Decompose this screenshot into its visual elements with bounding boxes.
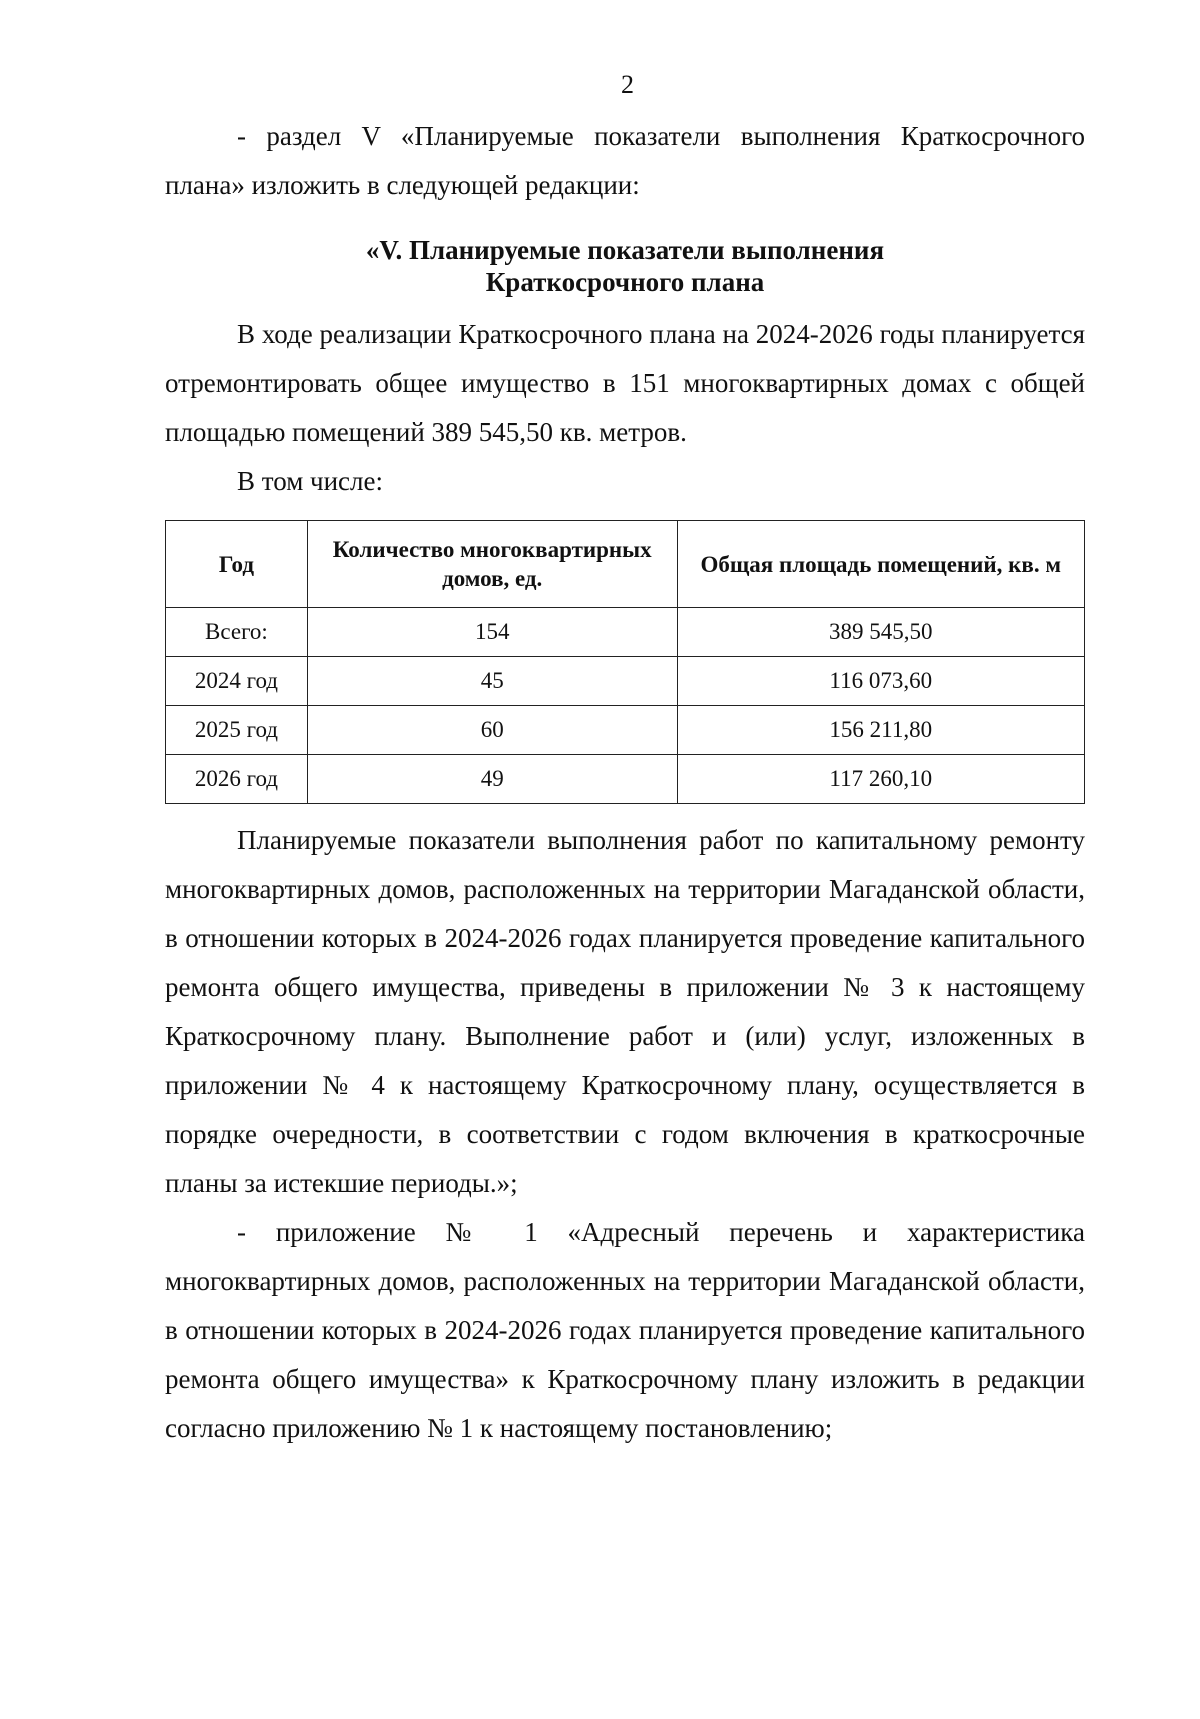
section-heading xyxy=(165,234,1085,298)
table-cell-year: 2025 год xyxy=(166,706,308,755)
section-heading-line-2: Краткосрочного плана xyxy=(485,267,765,297)
table-cell-year: 2026 год xyxy=(166,755,308,804)
table-cell-year: Всего: xyxy=(166,608,308,657)
paragraph-planned-indicators: Планируемые показатели выполнения работ по капитальному ремонту многоквартирных домов, расположенных на территории Магаданской области, в отношении которых в 2024-2026 годах планируется проведение капитального ремонта общего имущества, приведены в приложении № 3 к настоящему Краткосрочному плану. Выполнение работ и (или) услуг, изложенных в приложении № 4 к настоящему Краткосрочному плану, осуществляется в порядке очередности, в соответствии с годом включения в краткосрочные планы за истекшие периоды.»; xyxy=(165,825,1085,1198)
document-content xyxy=(165,112,1085,1453)
table-cell-houses-count: 154 xyxy=(307,608,677,657)
table-cell-houses-count: 60 xyxy=(307,706,677,755)
indicators-table xyxy=(165,520,1085,804)
paragraph-section-v-intro: - раздел V «Планируемые показатели выполнения Краткосрочного плана» изложить в следующей редакции: xyxy=(165,121,1085,200)
table-cell-houses-count: 49 xyxy=(307,755,677,804)
table-row xyxy=(166,706,1085,755)
section-heading-line-1: «V. Планируемые показатели выполнения xyxy=(365,235,885,265)
table-header-houses-count: Количество многоквартирных домов, ед. xyxy=(307,521,677,608)
table-cell-year: 2024 год xyxy=(166,657,308,706)
table-row xyxy=(166,608,1085,657)
table-cell-total-area: 389 545,50 xyxy=(677,608,1084,657)
table-cell-total-area: 117 260,10 xyxy=(677,755,1084,804)
table-header-row xyxy=(166,521,1085,608)
table-header-year: Год xyxy=(166,521,308,608)
paragraph-appendix-1: - приложение № 1 «Адресный перечень и характеристика многоквартирных домов, расположенных на территории Магаданской области, в отношении которых в 2024-2026 годах планируется проведение капитального ремонта общего имущества» к Краткосрочному плану изложить в редакции согласно приложению № 1 к настоящему постановлению; xyxy=(165,1217,1085,1443)
paragraph-including: В том числе: xyxy=(237,466,383,496)
paragraph-plan-summary: В ходе реализации Краткосрочного плана на 2024-2026 годы планируется отремонтировать общее имущество в 151 многоквартирных домах с общей площадью помещений 389 545,50 кв. метров. xyxy=(165,319,1085,447)
table-row xyxy=(166,755,1085,804)
table-header-total-area: Общая площадь помещений, кв. м xyxy=(677,521,1084,608)
table-cell-total-area: 116 073,60 xyxy=(677,657,1084,706)
table-cell-total-area: 156 211,80 xyxy=(677,706,1084,755)
page-number: 2 xyxy=(621,70,634,99)
table-cell-houses-count: 45 xyxy=(307,657,677,706)
table-row xyxy=(166,657,1085,706)
